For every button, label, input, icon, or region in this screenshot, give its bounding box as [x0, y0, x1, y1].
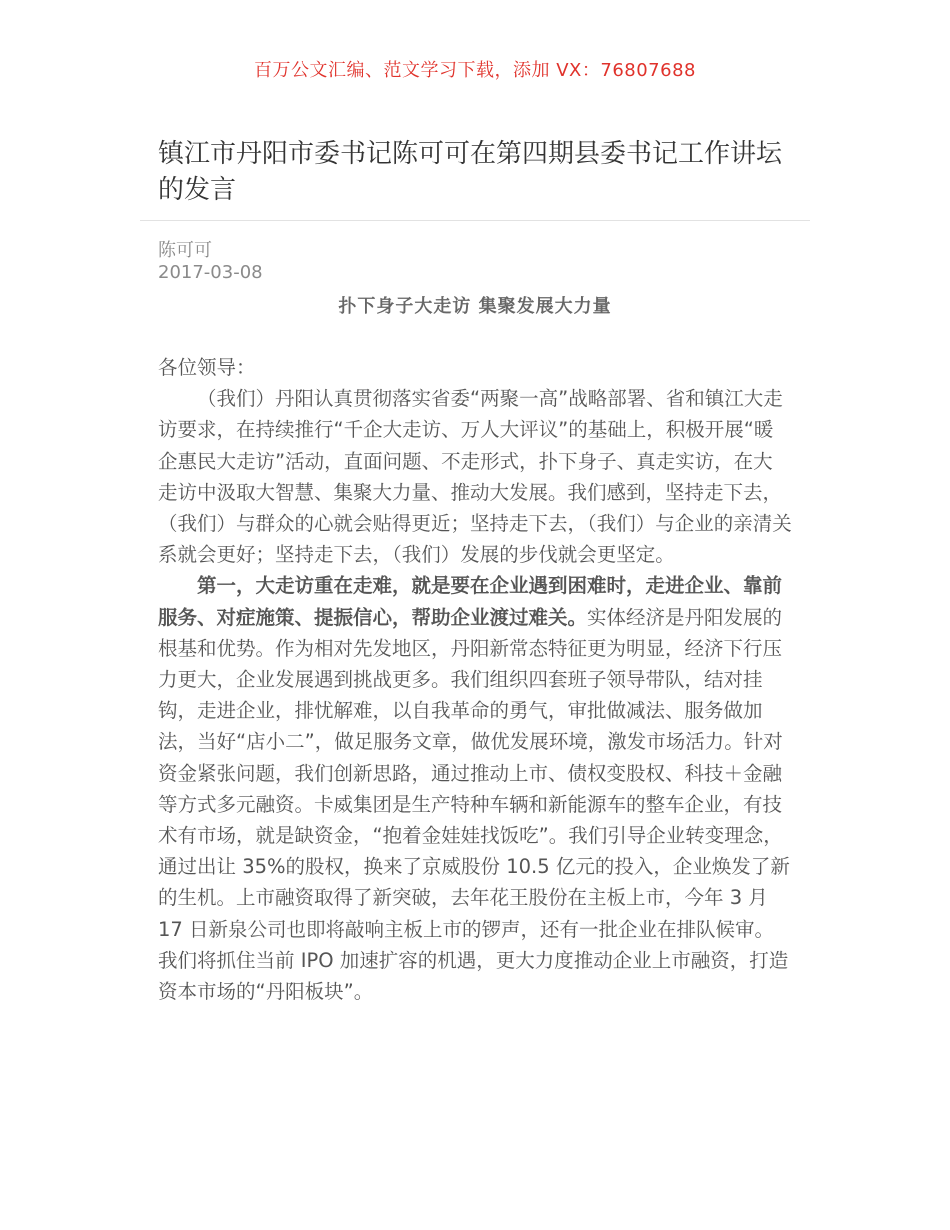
title-divider	[140, 220, 810, 221]
paragraph-2-text: 实体经济是丹阳发展的根基和优势。作为相对先发地区，丹阳新常态特征更为明显，经济下行压力更大，企业发展遇到挑战更多。我们组织四套班子领导带队，结对挂钩，走进企业，排忧解难，以自我革命的勇气，审批做减法、服务做加法，当好“店小二”，做足服务文章，做优发展环境，激发市场活力。针对资金紧张问题，我们创新思路，通过推动上市、债权变股权、科技＋金融等方式多元融资。卡威集团是生产特种车辆和新能源车的整车企业，有技术有市场，就是缺资金，“抱着金娃娃找饭吃”。我们引导企业转变理念，通过出让 35%的股权，换来了京威股份 10.5 亿元的投入，企业焕发了新的生机。上市融资取得了新突破，去年花王股份在主板上市，今年 3 月 17 日新泉公司也即将敲响主板上市的锣声，还有一批企业在排队候审。我们将抓住当前 IPO 加速扩容的机遇，更大力度推动企业上市融资，打造资本市场的“丹阳板块”。	[158, 605, 790, 1004]
article-date: 2017-03-08	[158, 262, 263, 283]
paragraph-1: （我们）丹阳认真贯彻落实省委“两聚一高”战略部署、省和镇江大走访要求，在持续推行“千企大走访、万人大评议”的基础上，积极开展“暖企惠民大走访”活动，直面问题、不走形式，扑下身子、真走实访，在大走访中汲取大智慧、集聚大力量、推动大发展。我们感到，坚持走下去，（我们）与群众的心就会贴得更近；坚持走下去，（我们）与企业的亲清关系就会更好；坚持走下去，（我们）发展的步伐就会更坚定。	[158, 387, 792, 567]
salutation: 各位领导：	[158, 356, 256, 379]
article-author: 陈可可	[158, 240, 212, 261]
article-body	[158, 352, 792, 1007]
paragraph-2	[158, 570, 792, 1007]
article-title: 镇江市丹阳市委书记陈可可在第四期县委书记工作讲坛的发言	[158, 139, 783, 205]
download-banner: 百万公文汇编、范文学习下载，添加 VX：76807688	[254, 60, 696, 81]
paragraph-2-lead: 第一，大走访重在走难，就是要在企业遇到困难时，走进企业、靠前服务、对症施策、提振信心，帮助企业渡过难关。	[158, 574, 783, 629]
speech-subtitle: 扑下身子大走访 集聚发展大力量	[338, 296, 612, 317]
